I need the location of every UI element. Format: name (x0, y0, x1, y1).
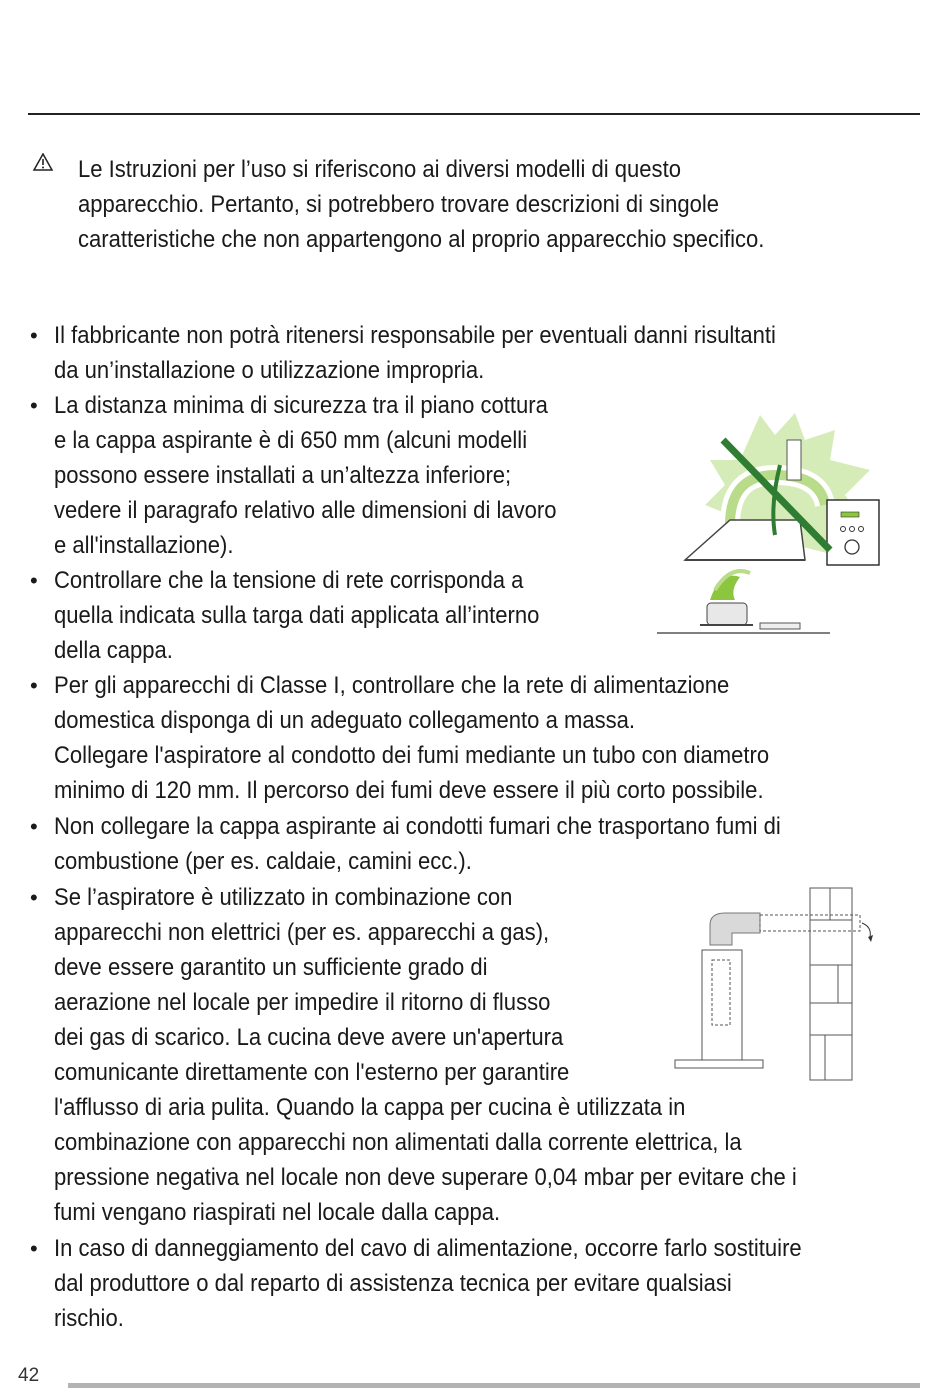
bullet-text-line: Per gli apparecchi di Classe I, controllare che la rete di alimentazione (54, 672, 730, 699)
bullet-text-line: da un’installazione o utilizzazione impropria. (54, 357, 485, 384)
duct-wall-illustration (670, 885, 895, 1085)
warning-line: caratteristiche che non appartengono al proprio apparecchio specifico. (78, 226, 765, 253)
brick-wall (810, 888, 852, 1080)
bullet-text-line: minimo di 120 mm. Il percorso dei fumi deve essere il più corto possibile. (54, 777, 764, 804)
bullet-text-line: rischio. (54, 1305, 124, 1332)
bullet-marker: • (30, 814, 38, 839)
bullet-text-line: Se l’aspiratore è utilizzato in combinazione con (54, 884, 513, 911)
bullet-marker: • (30, 323, 38, 348)
warning-line: apparecchio. Pertanto, si potrebbero trovare descrizioni di singole (78, 191, 720, 218)
bullet-marker: • (30, 885, 38, 910)
bullet-marker: • (30, 393, 38, 418)
bullet-marker: • (30, 673, 38, 698)
bullet-text-line: Il fabbricante non potrà ritenersi responsabile per eventuali danni risultanti (54, 322, 776, 349)
warning-icon (33, 153, 53, 171)
bullet-text-line: vedere il paragrafo relativo alle dimensioni di lavoro (54, 497, 557, 524)
bullet-text-line: fumi vengano riaspirati nel locale dalla cappa. (54, 1199, 501, 1226)
header-rule (28, 113, 920, 115)
control-box (827, 500, 879, 565)
bullet-text-line: possono essere installati a un’altezza inferiore; (54, 462, 512, 489)
bullet-text-line: e la cappa aspirante è di 650 mm (alcuni modelli (54, 427, 528, 454)
bullet-text-line: comunicante direttamente con l'esterno per garantire (54, 1059, 570, 1086)
bullet-text-line: e all'installazione). (54, 532, 234, 559)
bullet-text-line: La distanza minima di sicurezza tra il piano cottura (54, 392, 548, 419)
pot (707, 603, 747, 625)
hood-canopy (685, 520, 805, 560)
hood-distance-illustration (655, 405, 895, 640)
bullet-text-line: quella indicata sulla targa dati applicata all’interno (54, 602, 540, 629)
bullet-text-line: Controllare che la tensione di rete corrisponda a (54, 567, 524, 594)
page-number: 42 (18, 1365, 40, 1386)
hood-chimney (702, 950, 742, 1060)
bullet-marker: • (30, 1236, 38, 1261)
bullet-text-line: combustione (per es. caldaie, camini ecc.). (54, 848, 472, 875)
bullet-text-line: Collegare l'aspiratore al condotto dei fumi mediante un tubo con diametro (54, 742, 770, 769)
hood-chimney (787, 440, 801, 480)
bullet-marker: • (30, 568, 38, 593)
bullet-text-line: dal produttore o dal reparto di assistenza tecnica per evitare qualsiasi (54, 1270, 732, 1297)
bullet-text-line: l'afflusso di aria pulita. Quando la cappa per cucina è utilizzata in (54, 1094, 686, 1121)
bullet-text-line: apparecchi non elettrici (per es. apparecchi a gas), (54, 919, 550, 946)
duct-elbow (710, 913, 760, 945)
bullet-text-line: Non collegare la cappa aspirante ai condotti fumari che trasportano fumi di (54, 813, 781, 840)
warning-line: Le Istruzioni per l’uso si riferiscono ai diversi modelli di questo (78, 156, 681, 183)
bullet-text-line: pressione negativa nel locale non deve superare 0,04 mbar per evitare che i (54, 1164, 797, 1191)
bullet-text-line: aerazione nel locale per impedire il ritorno di flusso (54, 989, 551, 1016)
hood-base (675, 1060, 763, 1068)
bullet-text-line: domestica disponga di un adeguato collegamento a massa. (54, 707, 636, 734)
footer-rule (68, 1383, 920, 1388)
bullet-text-line: deve essere garantito un sufficiente grado di (54, 954, 488, 981)
bullet-text-line: della cappa. (54, 637, 173, 664)
bullet-text-line: combinazione con apparecchi non alimentati dalla corrente elettrica, la (54, 1129, 742, 1156)
warning-note (78, 152, 843, 257)
bullet-text-line: In caso di danneggiamento del cavo di alimentazione, occorre farlo sostituire (54, 1235, 802, 1262)
bullet-text-line: dei gas di scarico. La cucina deve avere un'apertura (54, 1024, 564, 1051)
